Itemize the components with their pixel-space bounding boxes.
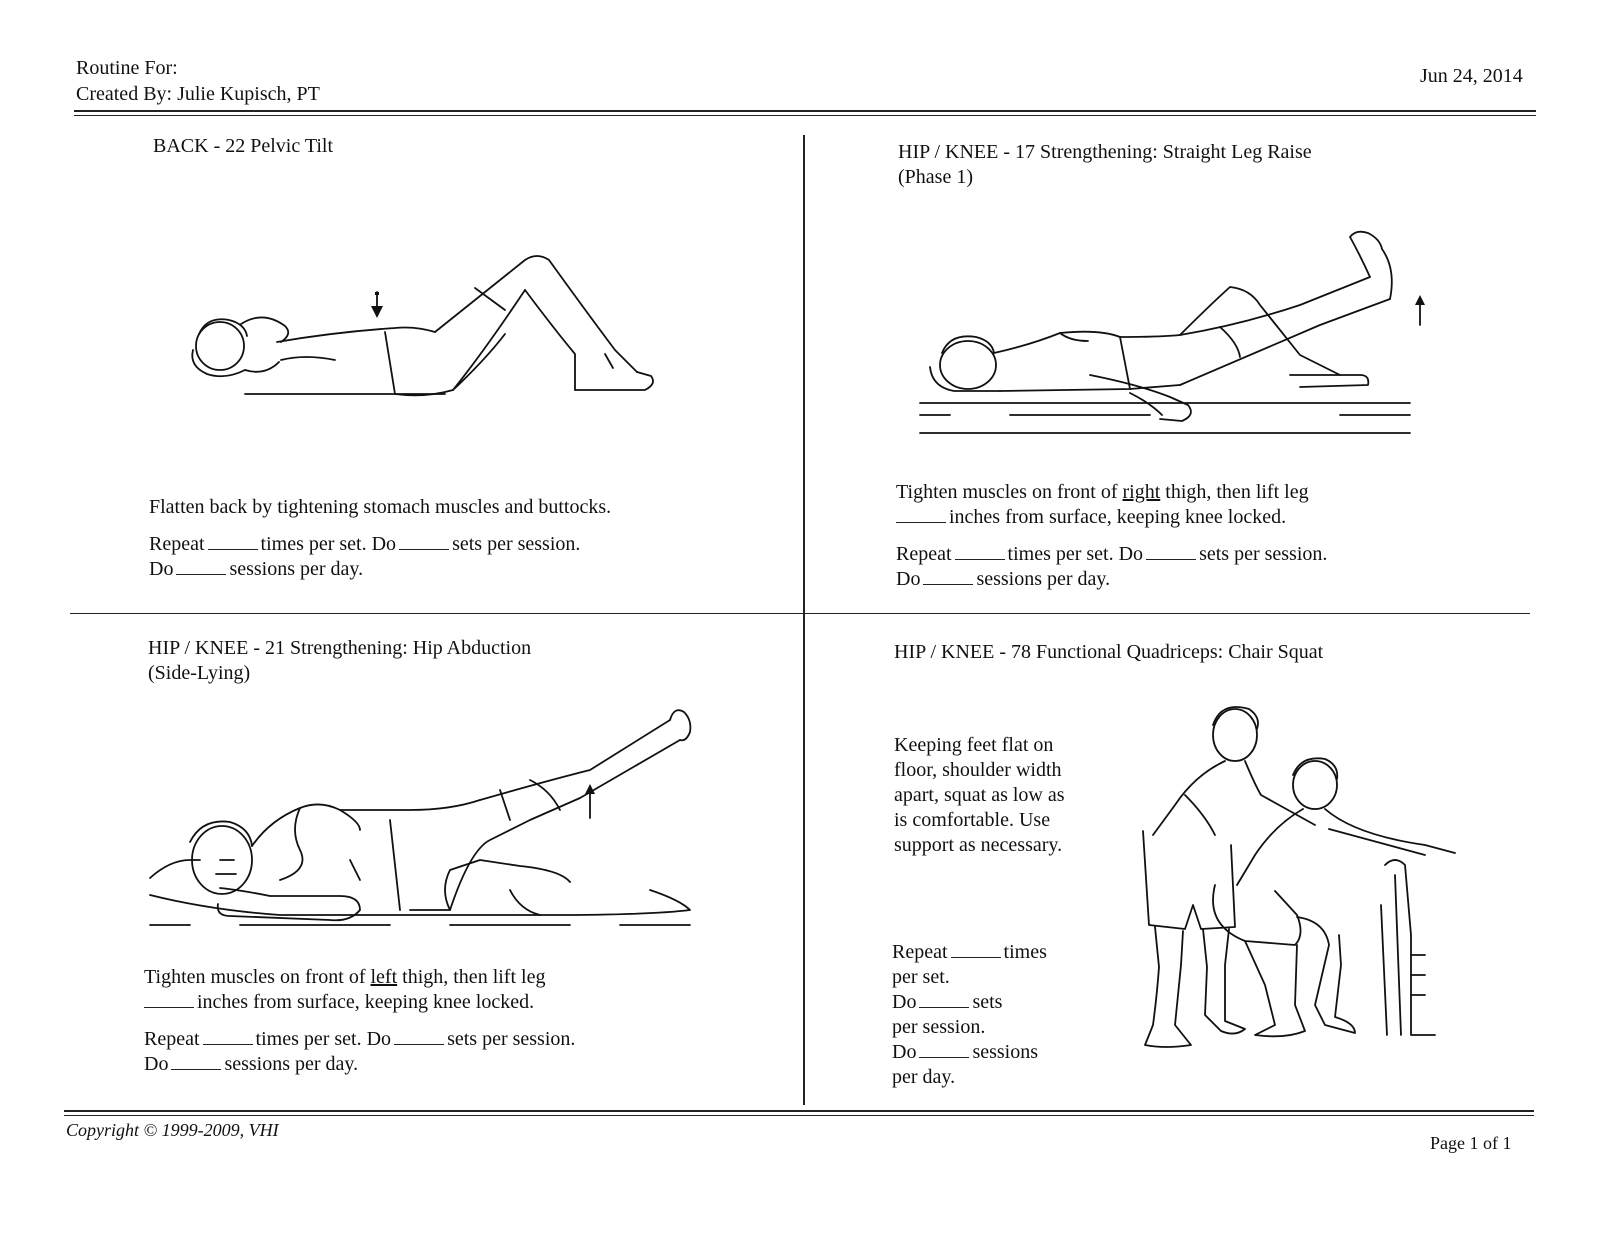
do-label: Do xyxy=(144,1053,169,1075)
instruction-line: support as necessary. xyxy=(894,834,1063,856)
instruction-text-end: thigh, then lift leg xyxy=(1165,481,1309,503)
copyright-text: Copyright © 1999-2009, VHI xyxy=(66,1120,279,1140)
do-label: Do xyxy=(896,568,921,590)
exercise-title: HIP / KNEE - 21 Strengthening: Hip Abduction xyxy=(148,637,532,659)
repeat-label: Repeat xyxy=(896,543,952,565)
inches-label: inches from surface, keeping knee locked. xyxy=(197,991,535,1013)
per-day-label: per day. xyxy=(892,1066,956,1088)
instruction-line: apart, squat as low as xyxy=(894,784,1065,806)
exercise-subtitle: (Side-Lying) xyxy=(148,662,251,684)
repeat-label: Repeat xyxy=(892,941,948,963)
sessions-line xyxy=(149,557,363,582)
repeat-line xyxy=(896,542,1327,567)
sessions-label: sessions per day. xyxy=(229,558,364,580)
exercise-subtitle: (Phase 1) xyxy=(898,166,973,188)
sets-label: sets xyxy=(972,991,1003,1013)
reps-blank[interactable] xyxy=(951,941,1001,958)
repeat-line xyxy=(892,940,1047,965)
per-session-label: per session. xyxy=(892,1016,986,1038)
page-number: Page 1 of 1 xyxy=(1430,1133,1512,1153)
times-label: times per set. Do xyxy=(1007,543,1144,565)
inches-label: inches from surface, keeping knee locked. xyxy=(949,506,1287,528)
sessions-label: sessions xyxy=(972,1041,1039,1063)
sessions-blank[interactable] xyxy=(171,1053,221,1070)
per-set-label: per set. xyxy=(892,966,950,988)
instruction-text: Tighten muscles on front of xyxy=(896,481,1118,503)
repeat-line xyxy=(144,1027,575,1052)
instruction-line-1 xyxy=(144,965,545,990)
do-label: Do xyxy=(892,991,917,1013)
reps-blank[interactable] xyxy=(203,1028,253,1045)
chair-squat-illustration xyxy=(1125,705,1455,1070)
header-rule-bottom xyxy=(74,115,1536,116)
sessions-blank[interactable] xyxy=(176,558,226,575)
sets-blank[interactable] xyxy=(399,533,449,550)
sessions-line xyxy=(896,567,1110,592)
sets-blank[interactable] xyxy=(394,1028,444,1045)
sessions-label: sessions per day. xyxy=(976,568,1111,590)
sets-label: sets per session. xyxy=(452,533,581,555)
repeat-label: Repeat xyxy=(144,1028,200,1050)
do-label: Do xyxy=(892,1041,917,1063)
sets-label: sets per session. xyxy=(447,1028,576,1050)
date-label: Jun 24, 2014 xyxy=(1420,65,1523,87)
instruction-text: Tighten muscles on front of xyxy=(144,966,366,988)
footer-rule-bottom xyxy=(64,1115,1534,1116)
instruction-line-1 xyxy=(896,480,1309,505)
horizontal-divider xyxy=(70,613,1530,614)
sets-blank[interactable] xyxy=(1146,543,1196,560)
sets-blank[interactable] xyxy=(919,991,969,1008)
reps-blank[interactable] xyxy=(955,543,1005,560)
exercise-title: HIP / KNEE - 17 Strengthening: Straight Leg Raise xyxy=(898,141,1312,163)
instruction-line: floor, shoulder width xyxy=(894,759,1062,781)
inches-blank[interactable] xyxy=(896,506,946,523)
sessions-line xyxy=(144,1052,358,1077)
instruction-line: is comfortable. Use xyxy=(894,809,1051,831)
exercise-title: BACK - 22 Pelvic Tilt xyxy=(153,135,334,157)
repeat-line xyxy=(149,532,580,557)
times-label: times per set. Do xyxy=(255,1028,392,1050)
repeat-label: Repeat xyxy=(149,533,205,555)
sessions-blank[interactable] xyxy=(919,1041,969,1058)
side-label: right xyxy=(1122,481,1161,503)
vertical-divider xyxy=(803,135,805,1105)
reps-blank[interactable] xyxy=(208,533,258,550)
instruction-text-end: thigh, then lift leg xyxy=(402,966,546,988)
sessions-label: sessions per day. xyxy=(224,1053,359,1075)
do-label: Do xyxy=(149,558,174,580)
routine-for-label: Routine For: xyxy=(76,57,178,79)
sets-label: sets per session. xyxy=(1199,543,1328,565)
hip-abduction-illustration xyxy=(150,710,710,950)
instruction-line-2 xyxy=(896,505,1286,530)
sessions-line xyxy=(892,1040,1038,1065)
exercise-title: HIP / KNEE - 78 Functional Quadriceps: Chair Squat xyxy=(894,641,1324,663)
inches-blank[interactable] xyxy=(144,991,194,1008)
sets-line xyxy=(892,990,1002,1015)
pelvic-tilt-illustration xyxy=(185,250,675,420)
header-rule-top xyxy=(74,110,1536,112)
times-label: times per set. Do xyxy=(260,533,397,555)
sessions-blank[interactable] xyxy=(923,568,973,585)
times-label: times xyxy=(1003,941,1047,963)
created-by-label: Created By: Julie Kupisch, PT xyxy=(76,83,320,105)
exercise-instruction: Flatten back by tightening stomach muscles and buttocks. xyxy=(149,496,612,518)
instruction-line-2 xyxy=(144,990,534,1015)
footer-rule-top xyxy=(64,1110,1534,1112)
side-label: left xyxy=(370,966,398,988)
instruction-line: Keeping feet flat on xyxy=(894,734,1054,756)
straight-leg-raise-illustration xyxy=(920,225,1430,445)
